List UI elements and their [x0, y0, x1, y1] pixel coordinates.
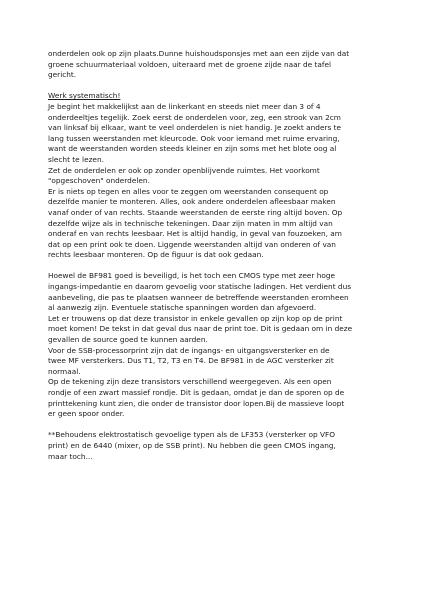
text-line: slecht te lezen. [48, 154, 104, 164]
text-line: print) en de 6440 (mixer, op de SSB print). Nu hebben die geen CMOS ingang, [48, 440, 336, 450]
text-line: van linksaf bij elkaar, want te veel onderdelen is niet handig. Je zoekt anders te [48, 123, 342, 133]
text-line: Hoewel de BF981 goed is beveiligd, is het toch een CMOS type met zeer hoge [48, 271, 336, 281]
text-line: normaal. [48, 366, 81, 376]
text-line: dezelfde manier te monteren. Alles, ook andere onderdelen afleesbaar maken [48, 197, 336, 207]
text-line: rechts leesbaar monteren. Op de figuur is dat ook gedaan. [48, 250, 264, 260]
text-line: onderaf en van rechts leesbaar. Het is altijd handig, in geval van fouzoeken, am [48, 229, 342, 239]
text-line: vanaf onder of van rechts. Staande weerstanden de eerste ring altijd boven. Op [48, 207, 343, 217]
text-line: Zet de onderdelen er ook op zonder openblijvende ruimtes. Het voorkomt [48, 165, 320, 175]
text-line: gevallen de source goed te kunnen aarden. [48, 335, 208, 345]
text-line: Let er trouwens op dat deze transistor in enkele gevallen op zijn kop op de print [48, 313, 343, 323]
text-line: Er is niets op tegen en alles voor te zeggen om weerstanden consequent op [48, 186, 329, 196]
text-line: Op de tekening zijn deze transistors verschillend weergegeven. Als een open [48, 377, 332, 387]
text-line: twee MF versterkers. Dus T1, T2, T3 en T4. De BF981 in de AGC versterker zit [48, 356, 334, 366]
text-line: ingangs-impedantie en daarom gevoelig voor statische ladingen. Het verdient dus [48, 282, 352, 292]
text-line: want de weerstanden worden steeds kleiner en zijn soms met het blote oog al [48, 144, 337, 154]
text-line: dat op een print ook te doen. Liggende weerstanden altijd van onderen of van [48, 239, 336, 249]
text-line: Je begint het makkelijkst aan de linkerkant en steeds niet meer dan 3 of 4 [48, 101, 321, 111]
text-line: dezelfde wijze als in technische tekeningen. Daar zijn maten in mm altijd van [48, 218, 333, 228]
text-line: "opgeschoven" onderdelen. [48, 176, 150, 186]
paragraph-gap [48, 81, 393, 92]
text-line: **Behoudens elektrostatisch gevoelige typen als de LF353 (versterker op VFO [48, 430, 336, 440]
paragraph-sponges [48, 49, 393, 81]
document-body [48, 49, 393, 462]
text-line: gericht. [48, 70, 77, 80]
text-line: er geen spoor onder. [48, 409, 125, 419]
paragraph-gap [48, 420, 393, 431]
text-line: maar toch... [48, 451, 93, 461]
paragraph-gap [48, 261, 393, 272]
paragraph-footnote [48, 430, 393, 462]
text-line: moet komen! De tekst in dat geval dus naar de print toe. Dit is gedaan om in deze [48, 324, 353, 334]
text-line: onderdeeltjes tegelijk. Zoek eerst de onderdelen voor, zeg, een strook van 2cm [48, 112, 341, 122]
text-line: rondje of een zwart massief rondje. Dit is gedaan, omdat je dan de sporen op de [48, 388, 345, 397]
text-line: aanbeveling, die pas te plaatsen wanneer de betreffende weerstanden eromheen [48, 292, 349, 302]
text-line: printtekening kunt zien, die onder de transistor door lopen.Bij de massieve loopt [48, 398, 345, 408]
text-line: lang tussen weerstanden met kleurcode. Ook voor iemand met ruime ervaring, [48, 133, 340, 143]
text-line: Voor de SSB-processorprint zijn dat de ingangs- en uitgangsversterker en de [48, 345, 330, 355]
text-line: al aanwezig zijn. Eventuele statische spanningen worden dan afgevoerd. [48, 303, 317, 313]
section-heading: Werk systematisch! [48, 91, 121, 101]
text-line: onderdelen ook op zijn plaats.Dunne huishoudsponsjes met aan een zijde van dat [48, 49, 350, 58]
text-line: groene schuurmateriaal voldoen, uiteraard met de groene zijde naar de tafel [48, 59, 332, 69]
paragraph-systematic [48, 102, 393, 261]
paragraph-bf981 [48, 271, 393, 419]
